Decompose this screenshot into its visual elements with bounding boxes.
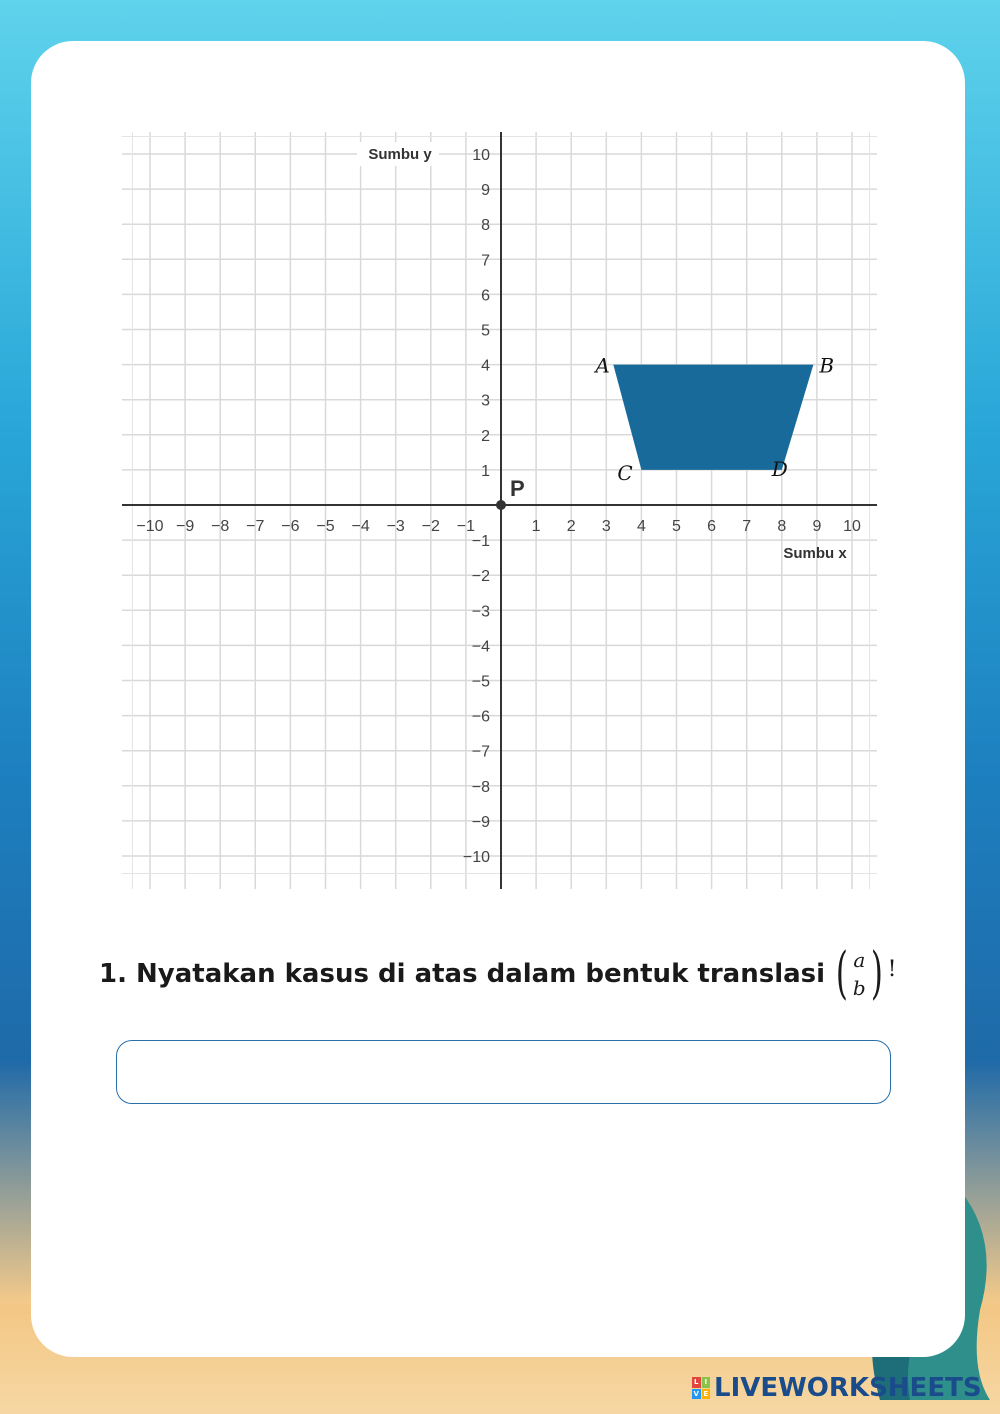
y-tick-label: −4 [471,638,490,656]
liveworksheets-logo-icon: L I V E [693,1378,709,1398]
y-tick-label: −1 [471,533,490,551]
brand-name: LIVEWORKSHEETS [714,1373,982,1403]
vertex-label-d: D [771,456,788,481]
x-tick-label: 10 [843,518,861,535]
left-paren: ( [835,941,848,1006]
y-tick-label: −10 [462,849,490,866]
y-tick-label: 6 [481,287,490,305]
y-tick-label: −7 [471,743,490,761]
x-tick-label: 8 [777,518,787,535]
x-tick-label: −5 [316,518,335,535]
y-tick-label: −8 [471,778,490,796]
vertex-label-c: C [617,460,633,485]
y-tick-label: −6 [471,708,490,726]
vertex-label-b: B [819,353,835,378]
y-tick-label: 7 [481,252,490,270]
y-tick-label: 9 [481,182,490,200]
y-tick-label: −9 [471,813,490,831]
x-tick-label: 9 [812,518,822,535]
vector-b: b [852,976,866,1000]
origin-point [496,500,506,510]
x-tick-label: −1 [456,518,476,535]
question-text: 1. Nyatakan kasus di atas dalam bentuk translasi [99,959,826,989]
x-tick-label: −3 [386,518,405,535]
answer-input[interactable] [116,1040,891,1104]
x-tick-label: 3 [601,518,611,535]
y-tick-label: 8 [481,217,490,235]
translation-vector [831,941,888,1006]
y-tick-label: 5 [481,322,490,340]
x-tick-label: −4 [351,518,370,535]
vertex-label-a: A [595,353,610,378]
x-tick-label: −9 [175,518,195,535]
y-tick-label: −3 [471,603,490,621]
x-tick-label: −7 [246,518,265,535]
y-tick-label: 4 [481,357,490,375]
question-1 [99,941,897,1006]
y-tick-label: 1 [481,462,490,480]
x-tick-label: 7 [742,518,752,535]
x-tick-label: 4 [636,518,646,535]
x-tick-label: 6 [707,518,717,535]
x-axis-title: Sumbu x [783,545,847,562]
y-tick-label: 10 [472,147,490,164]
y-tick-label: −2 [471,568,490,586]
y-tick-label: 2 [481,427,490,445]
y-tick-label: 3 [481,392,490,410]
liveworksheets-logo [692,1373,982,1403]
trapezoid-abcd [613,365,813,470]
question-suffix: ! [887,956,897,982]
x-tick-label: −8 [211,518,230,535]
x-tick-label: 5 [672,518,681,535]
x-tick-label: −10 [136,518,164,535]
x-tick-label: −2 [421,518,440,535]
vector-a: a [853,948,866,972]
right-paren: ) [870,941,883,1006]
y-axis-title: Sumbu y [368,146,432,163]
y-tick-label: −5 [471,673,490,691]
x-tick-label: 1 [531,518,541,535]
origin-label: P [510,476,525,501]
x-tick-label: −6 [281,518,300,535]
x-tick-label: 2 [566,518,576,535]
